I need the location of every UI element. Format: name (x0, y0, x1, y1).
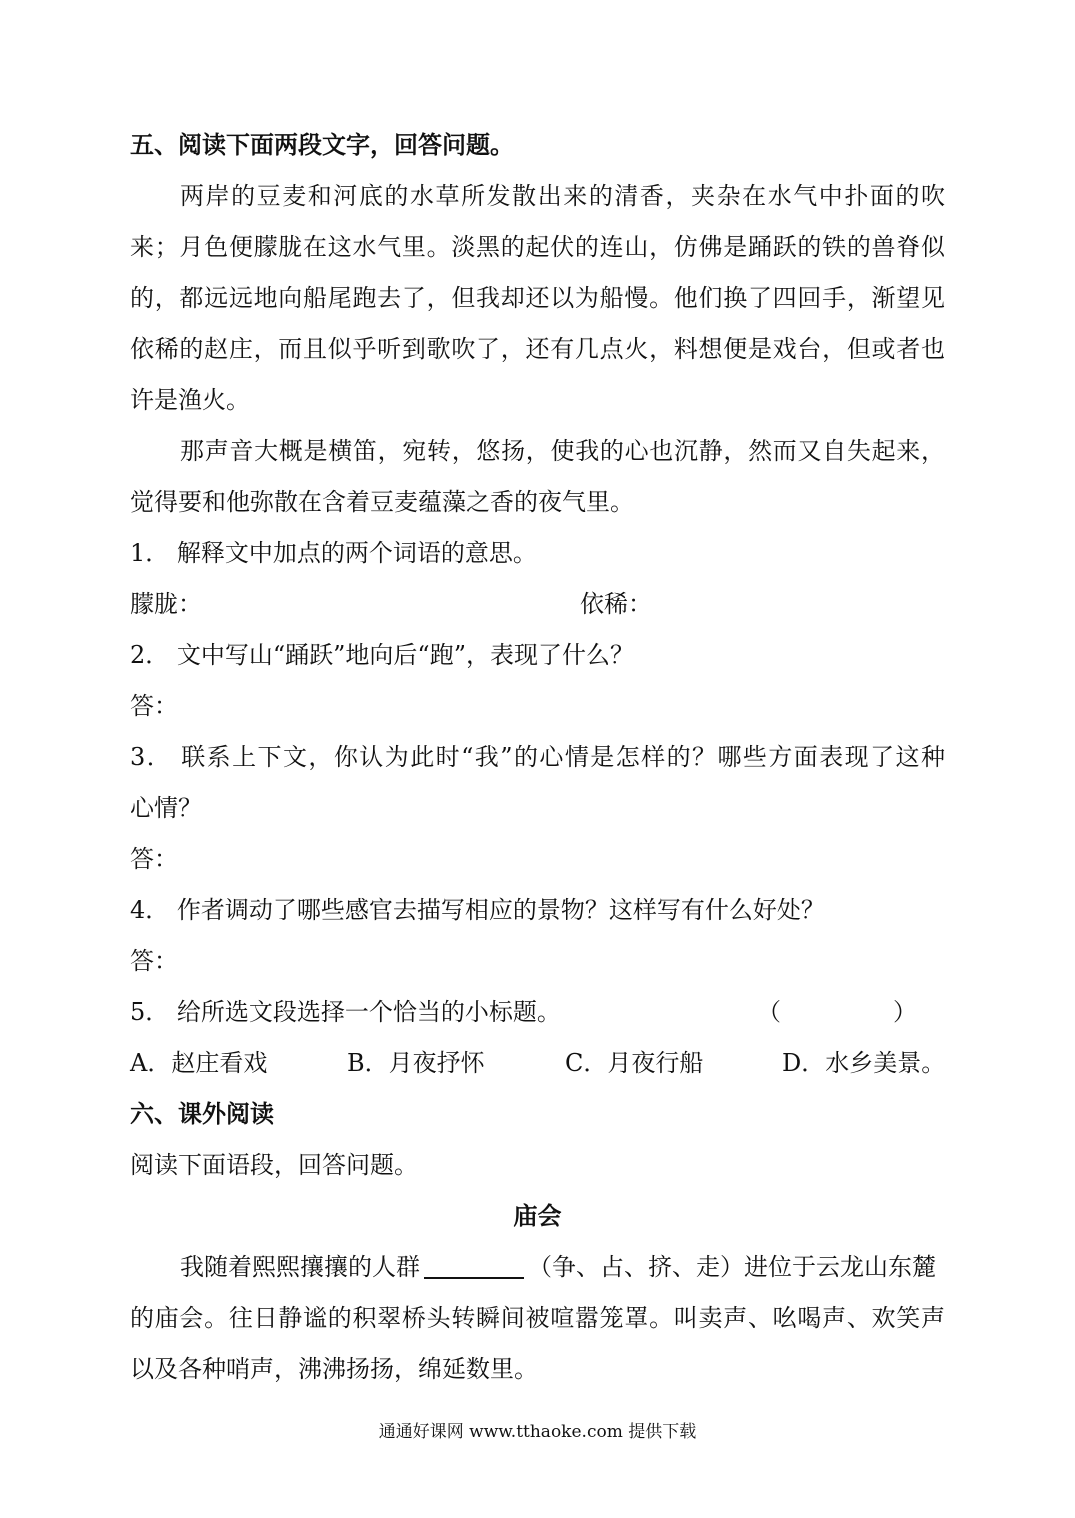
answer-2-label: 答： (130, 692, 178, 720)
question-3-line-2: 心情？ (130, 794, 202, 822)
article-line-1-end: （争、占、挤、走）进位于云龙山东麓 (528, 1253, 936, 1281)
article-line-1 (180, 1252, 945, 1282)
article-line-3: 以及各种哨声，沸沸扬扬，绵延数里。 (130, 1355, 538, 1383)
option-c: C．月夜行船 (565, 1049, 704, 1077)
section-6-intro: 阅读下面语段，回答问题。 (130, 1151, 418, 1179)
question-5-paren-open: （ (757, 998, 781, 1026)
article-title: 庙会 (513, 1202, 562, 1230)
passage-1-line-3: 的，都远远地向船尾跑去了，但我却还以为船慢。他们换了四回手，渐望见 (130, 284, 945, 312)
passage-2-line-2: 觉得要和他弥散在含着豆麦蕴藻之香的夜气里。 (130, 488, 634, 516)
answer-4-label: 答： (130, 947, 178, 975)
question-3-line-1: 3． 联系上下文，你认为此时“我”的心情是怎样的？哪些方面表现了这种 (130, 743, 945, 771)
question-5-paren-close: ） (893, 998, 917, 1026)
option-b: B．月夜抒怀 (347, 1049, 485, 1077)
question-1: 1． 解释文中加点的两个词语的意思。 (130, 539, 537, 567)
article-line-1-start: 我随着熙熙攘攘的人群 (180, 1253, 420, 1281)
article-line-2: 的庙会。往日静谧的积翠桥头转瞬间被喧嚣笼罩。叫卖声、吆喝声、欢笑声 (130, 1304, 945, 1332)
passage-1-line-2: 来；月色便朦胧在这水气里。淡黑的起伏的连山，仿佛是踊跃的铁的兽脊似 (130, 233, 945, 261)
section-5-heading: 五、阅读下面两段文字，回答问题。 (130, 131, 514, 159)
fill-in-blank[interactable] (424, 1255, 524, 1279)
section-6-heading: 六、课外阅读 (130, 1100, 274, 1128)
question-5: 5． 给所选文段选择一个恰当的小标题。 (130, 998, 561, 1026)
footer-source: 通通好课网 www.tthaoke.com 提供下载 (378, 1422, 697, 1442)
option-a: A．赵庄看戏 (130, 1049, 268, 1077)
passage-1-line-4: 依稀的赵庄，而且似乎听到歌吹了，还有几点火，料想便是戏台，但或者也 (130, 335, 945, 363)
question-4: 4． 作者调动了哪些感官去描写相应的景物？这样写有什么好处？ (130, 896, 825, 924)
option-d: D．水乡美景。 (782, 1049, 946, 1077)
answer-label-menglong: 朦胧： (130, 590, 202, 618)
passage-2-line-1: 那声音大概是横笛，宛转，悠扬，使我的心也沉静，然而又自失起来， (180, 437, 945, 465)
question-2: 2． 文中写山“踊跃”地向后“跑”，表现了什么？ (130, 641, 634, 669)
passage-1-line-1: 两岸的豆麦和河底的水草所发散出来的清香，夹杂在水气中扑面的吹 (180, 182, 945, 210)
answer-label-yixi: 依稀： (580, 590, 652, 618)
passage-1-line-5: 许是渔火。 (130, 386, 250, 414)
answer-3-label: 答： (130, 845, 178, 873)
